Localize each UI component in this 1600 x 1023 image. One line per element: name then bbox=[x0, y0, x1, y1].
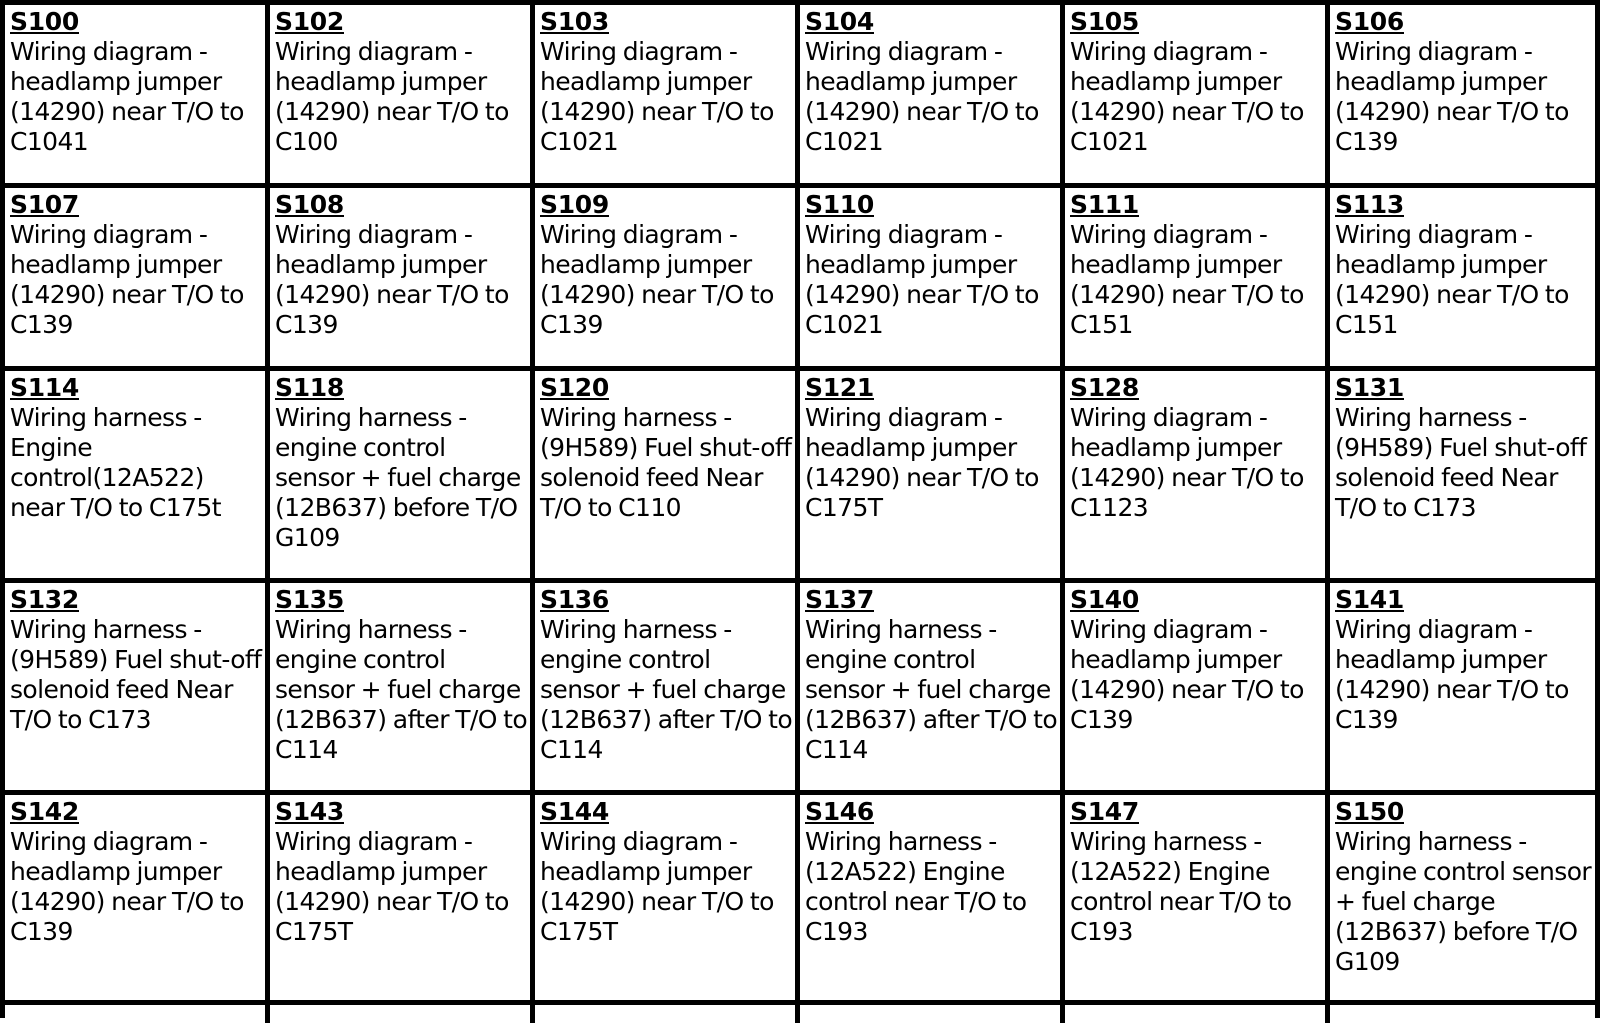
splice-code: S108 bbox=[275, 190, 344, 219]
splice-code: S113 bbox=[1335, 190, 1404, 219]
splice-code: S140 bbox=[1070, 585, 1139, 614]
table-cell-s105 bbox=[1065, 5, 1330, 183]
splice-code: S114 bbox=[10, 373, 79, 402]
splice-description: Wiring harness - Engine control(12A522) near T/O to C175t bbox=[10, 403, 221, 522]
splice-code: S136 bbox=[540, 585, 609, 614]
table-cell-s147 bbox=[1065, 795, 1330, 1000]
table-cell-s120 bbox=[535, 371, 800, 578]
splice-code: S105 bbox=[1070, 7, 1139, 36]
table-row bbox=[5, 188, 1595, 371]
splice-description: Wiring diagram - headlamp jumper (14290) near T/O to C1021 bbox=[805, 220, 1039, 339]
splice-code: S147 bbox=[1070, 797, 1139, 826]
table-row bbox=[5, 5, 1595, 188]
table-cell-s110 bbox=[800, 188, 1065, 366]
splice-code: S143 bbox=[275, 797, 344, 826]
splice-code: S110 bbox=[805, 190, 874, 219]
splice-description: Wiring diagram - headlamp jumper (14290) near T/O to C1021 bbox=[805, 37, 1039, 156]
splice-code: S120 bbox=[540, 373, 609, 402]
table-cell-s136 bbox=[535, 583, 800, 790]
splice-description: Wiring diagram - headlamp jumper (14290) near T/O to C139 bbox=[540, 220, 774, 339]
splice-code: S132 bbox=[10, 585, 79, 614]
splice-description: Wiring diagram - headlamp jumper (14290) near T/O to C139 bbox=[1070, 615, 1304, 734]
table-cell-s150 bbox=[1330, 795, 1595, 1000]
splice-code: S146 bbox=[805, 797, 874, 826]
table-cell-s114 bbox=[5, 371, 270, 578]
table-cell-s106 bbox=[1330, 5, 1595, 183]
table-cell-partial-5 bbox=[1065, 1005, 1330, 1023]
splice-description: Wiring diagram - headlamp jumper (14290) near T/O to C1021 bbox=[540, 37, 774, 156]
splice-description: Wiring harness - engine control sensor + fuel charge (12B637) after T/O to C114 bbox=[540, 615, 793, 764]
table-cell-s103 bbox=[535, 5, 800, 183]
table-row-partial bbox=[5, 1005, 1595, 1023]
table-cell-s142 bbox=[5, 795, 270, 1000]
splice-code: S128 bbox=[1070, 373, 1139, 402]
table-cell-s135 bbox=[270, 583, 535, 790]
splice-description: Wiring diagram - headlamp jumper (14290) near T/O to C1123 bbox=[1070, 403, 1304, 522]
table-row bbox=[5, 371, 1595, 583]
table-cell-s109 bbox=[535, 188, 800, 366]
table-cell-s128 bbox=[1065, 371, 1330, 578]
splice-description: Wiring diagram - headlamp jumper (14290) near T/O to C139 bbox=[10, 220, 244, 339]
splice-code: S106 bbox=[1335, 7, 1404, 36]
table-cell-s108 bbox=[270, 188, 535, 366]
splice-code: S131 bbox=[1335, 373, 1404, 402]
table-cell-s107 bbox=[5, 188, 270, 366]
table-cell-s144 bbox=[535, 795, 800, 1000]
table-cell-s100 bbox=[5, 5, 270, 183]
splice-code: S144 bbox=[540, 797, 609, 826]
table-cell-s121 bbox=[800, 371, 1065, 578]
splice-code: S107 bbox=[10, 190, 79, 219]
splice-code: S109 bbox=[540, 190, 609, 219]
splice-description: Wiring diagram - headlamp jumper (14290) near T/O to C139 bbox=[1335, 37, 1569, 156]
table-cell-s143 bbox=[270, 795, 535, 1000]
splice-description: Wiring harness - engine control sensor + fuel charge (12B637) after T/O to C114 bbox=[275, 615, 528, 764]
splice-code: S102 bbox=[275, 7, 344, 36]
table-row bbox=[5, 583, 1595, 795]
splice-code: S141 bbox=[1335, 585, 1404, 614]
splice-description: Wiring harness - engine control sensor + fuel charge (12B637) after T/O to C114 bbox=[805, 615, 1058, 764]
table-cell-s118 bbox=[270, 371, 535, 578]
splice-description: Wiring diagram - headlamp jumper (14290) near T/O to C1021 bbox=[1070, 37, 1304, 156]
splice-description: Wiring harness - (9H589) Fuel shut-off solenoid feed Near T/O to C173 bbox=[10, 615, 262, 734]
table-cell-s137 bbox=[800, 583, 1065, 790]
table-cell-s113 bbox=[1330, 188, 1595, 366]
splice-description: Wiring diagram - headlamp jumper (14290) near T/O to C100 bbox=[275, 37, 509, 156]
table-cell-s146 bbox=[800, 795, 1065, 1000]
splice-code: S137 bbox=[805, 585, 874, 614]
table-cell-partial-2 bbox=[270, 1005, 535, 1023]
splice-description: Wiring harness - engine control sensor + fuel charge (12B637) before T/O G109 bbox=[1335, 827, 1592, 976]
table-cell-partial-4 bbox=[800, 1005, 1065, 1023]
splice-description: Wiring diagram - headlamp jumper (14290) near T/O to C139 bbox=[10, 827, 244, 946]
splice-code: S150 bbox=[1335, 797, 1404, 826]
splice-description: Wiring harness - (9H589) Fuel shut-off solenoid feed Near T/O to C110 bbox=[540, 403, 792, 522]
splice-description: Wiring diagram - headlamp jumper (14290) near T/O to C151 bbox=[1070, 220, 1304, 339]
table-cell-s111 bbox=[1065, 188, 1330, 366]
splice-description: Wiring diagram - headlamp jumper (14290) near T/O to C151 bbox=[1335, 220, 1569, 339]
splice-code: S121 bbox=[805, 373, 874, 402]
table-cell-s104 bbox=[800, 5, 1065, 183]
table-cell-partial-6 bbox=[1330, 1005, 1595, 1023]
splice-description: Wiring diagram - headlamp jumper (14290) near T/O to C139 bbox=[275, 220, 509, 339]
splice-description: Wiring diagram - headlamp jumper (14290) near T/O to C175T bbox=[275, 827, 509, 946]
table-cell-s140 bbox=[1065, 583, 1330, 790]
table-cell-s132 bbox=[5, 583, 270, 790]
splice-code: S135 bbox=[275, 585, 344, 614]
table-cell-s141 bbox=[1330, 583, 1595, 790]
splice-description: Wiring diagram - headlamp jumper (14290) near T/O to C139 bbox=[1335, 615, 1569, 734]
splice-code: S104 bbox=[805, 7, 874, 36]
splice-description: Wiring harness - (12A522) Engine control near T/O to C193 bbox=[805, 827, 1027, 946]
splice-code: S100 bbox=[10, 7, 79, 36]
splice-description: Wiring harness - (12A522) Engine control near T/O to C193 bbox=[1070, 827, 1292, 946]
splice-description: Wiring harness - (9H589) Fuel shut-off solenoid feed Near T/O to C173 bbox=[1335, 403, 1587, 522]
splice-code: S111 bbox=[1070, 190, 1139, 219]
splice-code: S103 bbox=[540, 7, 609, 36]
table-cell-partial-3 bbox=[535, 1005, 800, 1023]
table-row bbox=[5, 795, 1595, 1005]
table-cell-s102 bbox=[270, 5, 535, 183]
table-cell-s131 bbox=[1330, 371, 1595, 578]
splice-description: Wiring harness - engine control sensor + fuel charge (12B637) before T/O G109 bbox=[275, 403, 521, 552]
splice-code: S118 bbox=[275, 373, 344, 402]
splice-code: S142 bbox=[10, 797, 79, 826]
splice-description: Wiring diagram - headlamp jumper (14290) near T/O to C175T bbox=[805, 403, 1039, 522]
splice-description: Wiring diagram - headlamp jumper (14290) near T/O to C175T bbox=[540, 827, 774, 946]
splice-description: Wiring diagram - headlamp jumper (14290) near T/O to C1041 bbox=[10, 37, 244, 156]
table-cell-partial-1 bbox=[5, 1005, 270, 1023]
